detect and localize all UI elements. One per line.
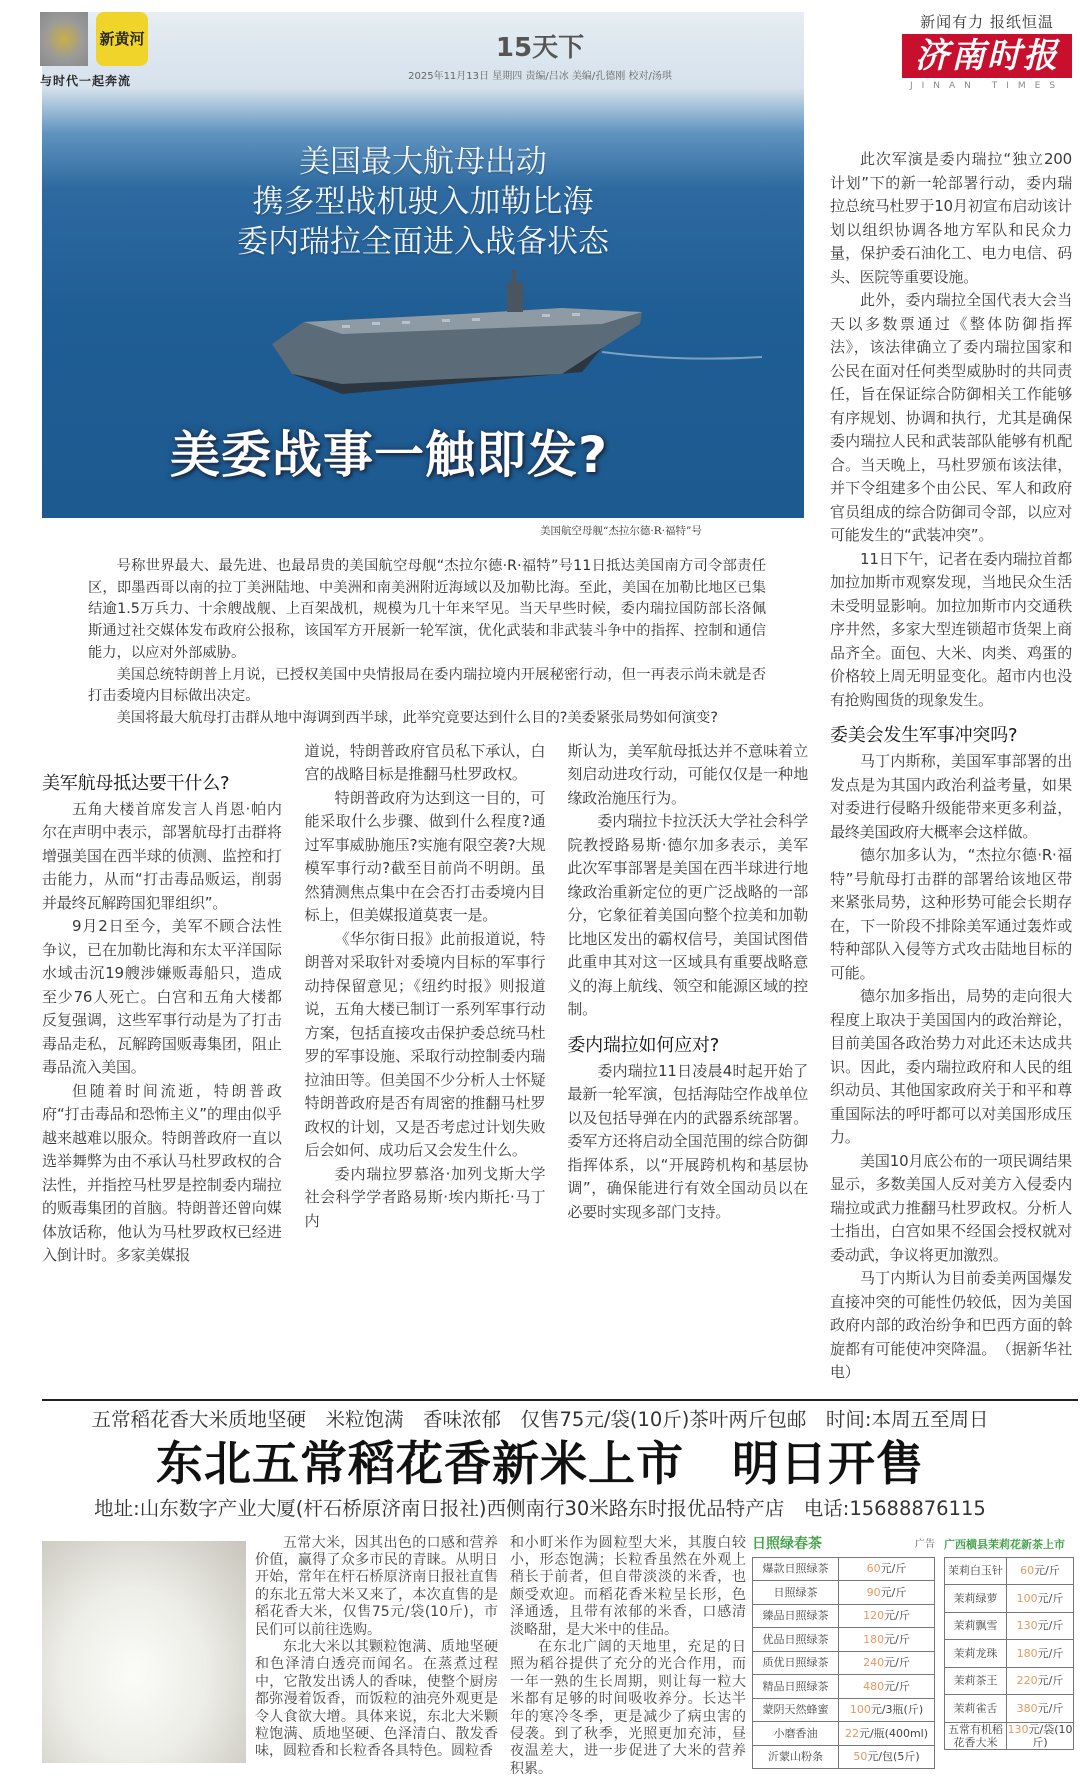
product-name: 茉莉茶王	[945, 1667, 1007, 1695]
price-row	[753, 1698, 935, 1722]
paragraph: 委内瑞拉卡拉沃沃大学社会科学院教授路易斯·德尔加多表示，美军此次军事部署是美国在西半球进行地缘政治重新定位的更广泛战略的一部分，它象征着美国向整个拉美和加勒比地区发出的霸权信号，美国试图借此重申其对这一区域具有重要战略意义的海上航线、领空和能源区域的控制。	[567, 812, 809, 1019]
price-row	[753, 1628, 935, 1652]
product-price	[1007, 1722, 1074, 1750]
tea-table-title: 日照绿春茶	[752, 1535, 822, 1552]
price-number: 480	[863, 1679, 885, 1693]
price-row	[945, 1557, 1074, 1585]
product-price	[839, 1628, 935, 1652]
ad-column-2	[510, 1535, 746, 1779]
product-name: 茉莉白玉针	[945, 1557, 1007, 1585]
article-column-4	[830, 148, 1072, 1385]
product-name: 臻品日照绿茶	[753, 1604, 839, 1628]
product-name: 质优日照绿茶	[753, 1651, 839, 1675]
page-section-title: 15天下	[495, 33, 585, 63]
price-row	[753, 1557, 935, 1581]
price-unit: 元/斤	[884, 1632, 910, 1646]
price-unit: 元/斤	[1037, 1646, 1064, 1660]
price-row	[945, 1667, 1074, 1695]
dateline: 2025年11月13日 星期四 责编/吕冰 美编/孔德刚 校对/汤琪	[408, 71, 672, 82]
price-unit: 元/斤	[880, 1585, 907, 1599]
price-number: 22	[844, 1726, 859, 1740]
price-row	[753, 1581, 935, 1605]
price-number: 90	[866, 1585, 881, 1599]
product-price	[839, 1651, 935, 1675]
price-number: 50	[853, 1750, 868, 1764]
product-price	[1007, 1667, 1074, 1695]
paragraph: 委内瑞拉11日凌晨4时起开始了最新一轮军演，包括海陆空作战单位以及包括导弹在内的武器系统部署。委军方还将启动全国范围的综合防御指挥体系，以“开展跨机构和基层协调”，确保能进行有效全国动员以在必要时实现多部门支持。	[567, 1061, 809, 1221]
product-price	[839, 1722, 935, 1746]
ad-headline: 东北五常稻花香新米上市 明日开售	[156, 1436, 924, 1492]
paragraph: 特朗普政府为达到这一目的，可能采取什么步骤、做到什么程度?通过军事威胁施压?实施有限空袭?大规模军事行动?截至目前尚不明朗。虽然猜测焦点集中在会否打击委境内目标上，但美媒报道莫衷一是。	[304, 788, 546, 925]
product-price	[839, 1698, 935, 1722]
paragraph: 五角大楼首席发言人肖恩·帕内尔在声明中表示，部署航母打击群将增强美国在西半球的侦测、监控和打击能力，从而“打击毒品贩运，削弱并最终瓦解跨国犯罪组织”。	[42, 799, 282, 912]
paragraph: 东北大米以其颗粒饱满、质地坚硬和色泽清白透亮而闻名。在蒸煮过程中，它散发出诱人的香味，使整个厨房都弥漫着饭香，而饭粒的油亮外观更是令人食欲大增。具体来说，东北大米颗粒饱满、质地坚硬、色泽清白、散发香味，圆粒香和长粒香各具特色。圆粒香	[255, 1638, 498, 1760]
paragraph: 德尔加多指出，局势的走向很大程度上取决于美国国内的政治辩论，目前美国各政治势力对此还未达成共识。因此，委内瑞拉政府和人民的组织动员、其他国家政府关于和平和尊重国际法的呼吁都可以对美国形成压力。	[830, 987, 1072, 1146]
deck-line: 美国最大航母出动	[299, 144, 547, 180]
blurred-logo	[40, 12, 88, 66]
product-price	[839, 1581, 935, 1605]
lead-paragraph: 号称世界最大、最先进、也最昂贵的美国航空母舰“杰拉尔德·R·福特”号11日抵达美国南方司令部责任区，即墨西哥以南的拉丁美洲陆地、中美洲和南美洲附近海域以及加勒比海。至此，美国在加勒比地区已集结逾1.5万兵力、十余艘战舰、上百架战机，规模为几十年来罕见。当天早些时候，委内瑞拉国防部长洛佩斯通过社交媒体发布政府公报称，该国军方开展新一轮军演，优化武装和非武装斗争中的指挥、控制和通信能力，以应对外部威胁。	[88, 558, 766, 661]
product-name: 爆款日照绿茶	[753, 1557, 839, 1581]
price-number: 220	[1016, 1674, 1038, 1688]
price-unit: 元/3瓶(斤)	[870, 1703, 924, 1717]
ad-divider	[42, 1399, 1078, 1401]
logo-slogan: 与时代一起奔流	[40, 74, 132, 88]
main-headline: 美委战事一触即发?	[170, 426, 609, 484]
product-name: 小磨香油	[753, 1722, 839, 1746]
jinan-times-logo	[902, 12, 1072, 92]
lead-paragraph: 美国将最大航母打击群从地中海调到西半球，此举究竟要达到什么目的?美委紧张局势如何演变?	[116, 709, 718, 726]
section-heading: 美军航母抵达要干什么?	[42, 772, 230, 794]
price-unit: 元/袋(10斤)	[1028, 1722, 1073, 1749]
section-heading: 委美会发生军事冲突吗?	[830, 725, 1018, 746]
product-name: 日照绿茶	[753, 1581, 839, 1605]
paragraph: 马丁内斯称，美国军事部署的出发点是为其国内政治利益考量，如果对委进行侵略升级能带来更多利益，最终美国政府大概率会这样做。	[830, 752, 1072, 841]
ad-address: 地址:山东数字产业大厦(杆石桥原济南日报社)西侧南行30米路东时报优品特产店 电话:15688876115	[94, 1496, 986, 1520]
subheadline	[42, 142, 804, 262]
deck-line: 携多型战机驶入加勒比海	[252, 184, 594, 220]
price-row	[753, 1675, 935, 1699]
price-row	[945, 1640, 1074, 1668]
price-number: 180	[1016, 1646, 1038, 1660]
product-price	[1007, 1612, 1074, 1640]
rice-photo	[42, 1541, 246, 1763]
product-price	[839, 1557, 935, 1581]
lead-paragraphs	[88, 556, 766, 730]
price-unit: 元/斤	[884, 1656, 910, 1670]
article-columns	[42, 740, 808, 1268]
product-name: 茉莉绿萝	[945, 1585, 1007, 1613]
ad-tagline: 五常稻花香大米质地坚硬 米粒饱满 香味浓郁 仅售75元/袋(10斤)茶叶两斤包邮 时间:本周五至周日	[91, 1407, 989, 1431]
product-name: 茉莉龙珠	[945, 1640, 1007, 1668]
paragraph: 马丁内斯认为目前委美两国爆发直接冲突的可能性仍较低，因为美国政府内部的政治纷争和巴西方面的斡旋都有可能使冲突降温。 （据新华社电）	[830, 1269, 1072, 1381]
paragraph: 委内瑞拉罗慕洛·加列戈斯大学社会科学学者路易斯·埃内斯托·马丁内	[304, 1164, 546, 1230]
section-heading: 委内瑞拉如何应对?	[567, 1034, 720, 1056]
price-row	[753, 1651, 935, 1675]
price-number: 240	[863, 1656, 885, 1670]
price-number: 100	[849, 1703, 871, 1717]
price-number: 60	[866, 1562, 881, 1576]
article-column-1	[42, 770, 282, 1268]
price-number: 130	[1007, 1722, 1029, 1736]
lead-paragraph: 美国总统特朗普上月说，已授权美国中央情报局在委内瑞拉境内开展秘密行动，但一再表示尚未就是否打击委境内目标做出决定。	[88, 666, 766, 705]
price-unit: 元/瓶(400ml)	[858, 1726, 929, 1740]
product-name: 优品日照绿茶	[753, 1628, 839, 1652]
price-unit: 元/斤	[1037, 1591, 1064, 1605]
article-column-3	[567, 740, 808, 1225]
price-number: 60	[1020, 1564, 1035, 1578]
photo-caption: 美国航空母舰“杰拉尔德·R·福特”号	[540, 525, 702, 537]
jinan-times-wordmark: 济南时报	[902, 34, 1072, 78]
paragraph: 美国10月底公布的一项民调结果显示，多数美国人反对美方入侵委内瑞拉或武力推翻马杜罗政权。分析人士指出，白宫如果不经国会授权就对委动武，争议将更加激烈。	[830, 1151, 1072, 1264]
price-unit: 元/斤	[884, 1679, 910, 1693]
price-row	[753, 1604, 935, 1628]
tea-price-table	[752, 1557, 935, 1770]
price-number: 100	[1016, 1591, 1038, 1605]
paragraph: 德尔加多认为，“杰拉尔德·R·福特”号航母打击群的部署给该地区带来紧张局势，这种形势可能会长期存在，下一阶段不排除美军通过轰炸或特种部队入侵等方式攻击陆地目标的可能。	[830, 846, 1072, 982]
product-name: 茉莉雀舌	[945, 1695, 1007, 1723]
product-price	[839, 1604, 935, 1628]
price-row	[945, 1695, 1074, 1723]
product-price	[1007, 1640, 1074, 1668]
product-price	[1007, 1585, 1074, 1613]
paragraph: 五常大米，因其出色的口感和营养价值，赢得了众多市民的青睐。从明日开始，常年在杆石桥原济南日报社直售的东北五常大米又来了，本次直售的是稻花香大米，仅售75元/袋(10斤)，市民们可以前往选购。	[255, 1534, 498, 1638]
price-unit: 元/包(5斤)	[867, 1750, 920, 1764]
paragraph: 此外，委内瑞拉全国代表大会当天以多数票通过《整体防御指挥法》，该法律确立了委内瑞拉国家和公民在面对任何类型威胁时的共同责任，旨在保证综合防御相关工作能够有序规划、协调和执行，尤其是确保委内瑞拉人民和武装部队能够有机配合。当天晚上，马杜罗颁布该法律，并下令组建多个由公民、军人和政府官员组成的综合防御司令部，以应对可能发生的“武装冲突”。	[830, 291, 1072, 544]
deck-line: 委内瑞拉全面进入战备状态	[237, 224, 609, 260]
xinhuanghe-logo	[40, 12, 160, 92]
price-number: 180	[863, 1632, 885, 1646]
price-row	[945, 1722, 1074, 1750]
price-row	[753, 1722, 935, 1746]
paragraph: 此次军演是委内瑞拉“独立200计划”下的新一轮部署行动，委内瑞拉总统马杜罗于10月初宣布启动该计划以组织协调各地方军队和民众力量，保护委石油化工、电力电信、码头、医院等重要设施。	[830, 150, 1072, 286]
price-number: 120	[863, 1609, 885, 1623]
paragraph: 11日下午，记者在委内瑞拉首都加拉加斯市观察发现，当地民众生活未受明显影响。加拉加斯市内交通秩序井然，多家大型连锁超市货架上商品齐全。面包、大米、肉类、鸡蛋的价格较上周无明显变化。超市内也没有抢购囤货的现象发生。	[830, 549, 1072, 709]
price-row	[945, 1585, 1074, 1613]
paragraph: 9月2日至今，美军不顾合法性争议，已在加勒比海和东太平洋国际水域击沉19艘涉嫌贩毒船只，造成至少76人死亡。白宫和五角大楼都反复强调，这些军事行动是为了打击毒品走私，瓦解跨国贩毒集团，阻止毒品流入美国。	[42, 917, 282, 1077]
paragraph: 和小町米作为圆粒型大米，其腹白较小，形态饱满；长粒香虽然在外观上稍长于前者，但自带淡淡的米香，也颇受欢迎。而稻花香米粒呈长形，色泽通透，且带有浓郁的米香，口感清淡略甜，是大米中的佳品。	[510, 1534, 746, 1638]
rice-advertisement	[0, 1399, 1080, 1779]
price-unit: 元/斤	[1037, 1674, 1064, 1688]
paragraph: 在东北广阔的天地里，充足的日照为稻谷提供了充分的光合作用，而一年一熟的生长周期，则让每一粒大米都有足够的时间吸收养分。长达半年的寒冷冬季，更是减少了病虫害的侵袭。到了秋季，光照更加充沛，昼夜温差大，进一步促进了大米的营养积累。	[510, 1638, 746, 1777]
jinan-times-en: JINAN TIMES	[909, 81, 1065, 91]
price-unit: 元/斤	[880, 1562, 907, 1576]
product-price	[839, 1675, 935, 1699]
product-price	[1007, 1695, 1074, 1723]
xinhuanghe-logo-mark: 新黄河	[96, 12, 148, 66]
product-name: 沂蒙山粉条	[753, 1745, 839, 1769]
paragraph: 《华尔街日报》此前报道说，特朗普对采取针对委境内目标的军事行动持保留意见；《纽约时报》则报道说，五角大楼已制订一系列军事行动方案，包括直接攻击保护委总统马杜罗的军事设施、采取行动控制委内瑞拉油田等。但美国不少分析人士怀疑特朗普政府是否有周密的推翻马杜罗政权的计划，又是否考虑过计划失败后会如何、成功后又会发生什么。	[304, 929, 546, 1160]
price-unit: 元/斤	[1037, 1619, 1064, 1633]
price-unit: 元/斤	[884, 1609, 910, 1623]
paragraph: 斯认为，美军航母抵达并不意味着立刻启动进攻行动，可能仅仅是一种地缘政治施压行为。	[567, 741, 809, 807]
ad-column-1	[255, 1535, 498, 1761]
ad-label: 广告	[915, 1538, 935, 1550]
product-name: 精品日照绿茶	[753, 1675, 839, 1699]
price-row	[753, 1745, 935, 1769]
price-number: 130	[1016, 1619, 1038, 1633]
jasmine-price-table	[944, 1557, 1074, 1751]
price-unit: 元/斤	[1034, 1564, 1060, 1578]
product-price	[839, 1745, 935, 1769]
paragraph: 但随着时间流逝，特朗普政府“打击毒品和恐怖主义”的理由似乎越来越难以服众。特朗普政府一直以选举舞弊为由不承认马杜罗政权的合法性，并指控马杜罗是控制委内瑞拉的贩毒集团的首脑。特朗普还曾向媒体放话称，他认为马杜罗政权已经进入倒计时。多家美媒报	[42, 1081, 282, 1265]
product-price	[1007, 1557, 1074, 1585]
paragraph: 道说，特朗普政府官员私下承认，白宫的战略目标是推翻马杜罗政权。	[304, 741, 546, 784]
price-unit: 元/斤	[1037, 1701, 1064, 1715]
product-name: 蒙阴天然蜂蜜	[753, 1698, 839, 1722]
product-name: 茉莉飘雪	[945, 1612, 1007, 1640]
price-row	[945, 1612, 1074, 1640]
logo-tagline: 新闻有力 报纸恒温	[920, 13, 1054, 31]
article-column-2	[305, 740, 546, 1234]
price-number: 380	[1016, 1701, 1038, 1715]
jasmine-table-title: 广西横县茉莉花新茶上市	[944, 1537, 1065, 1551]
product-name: 五常有机稻花香大米	[945, 1722, 1007, 1750]
